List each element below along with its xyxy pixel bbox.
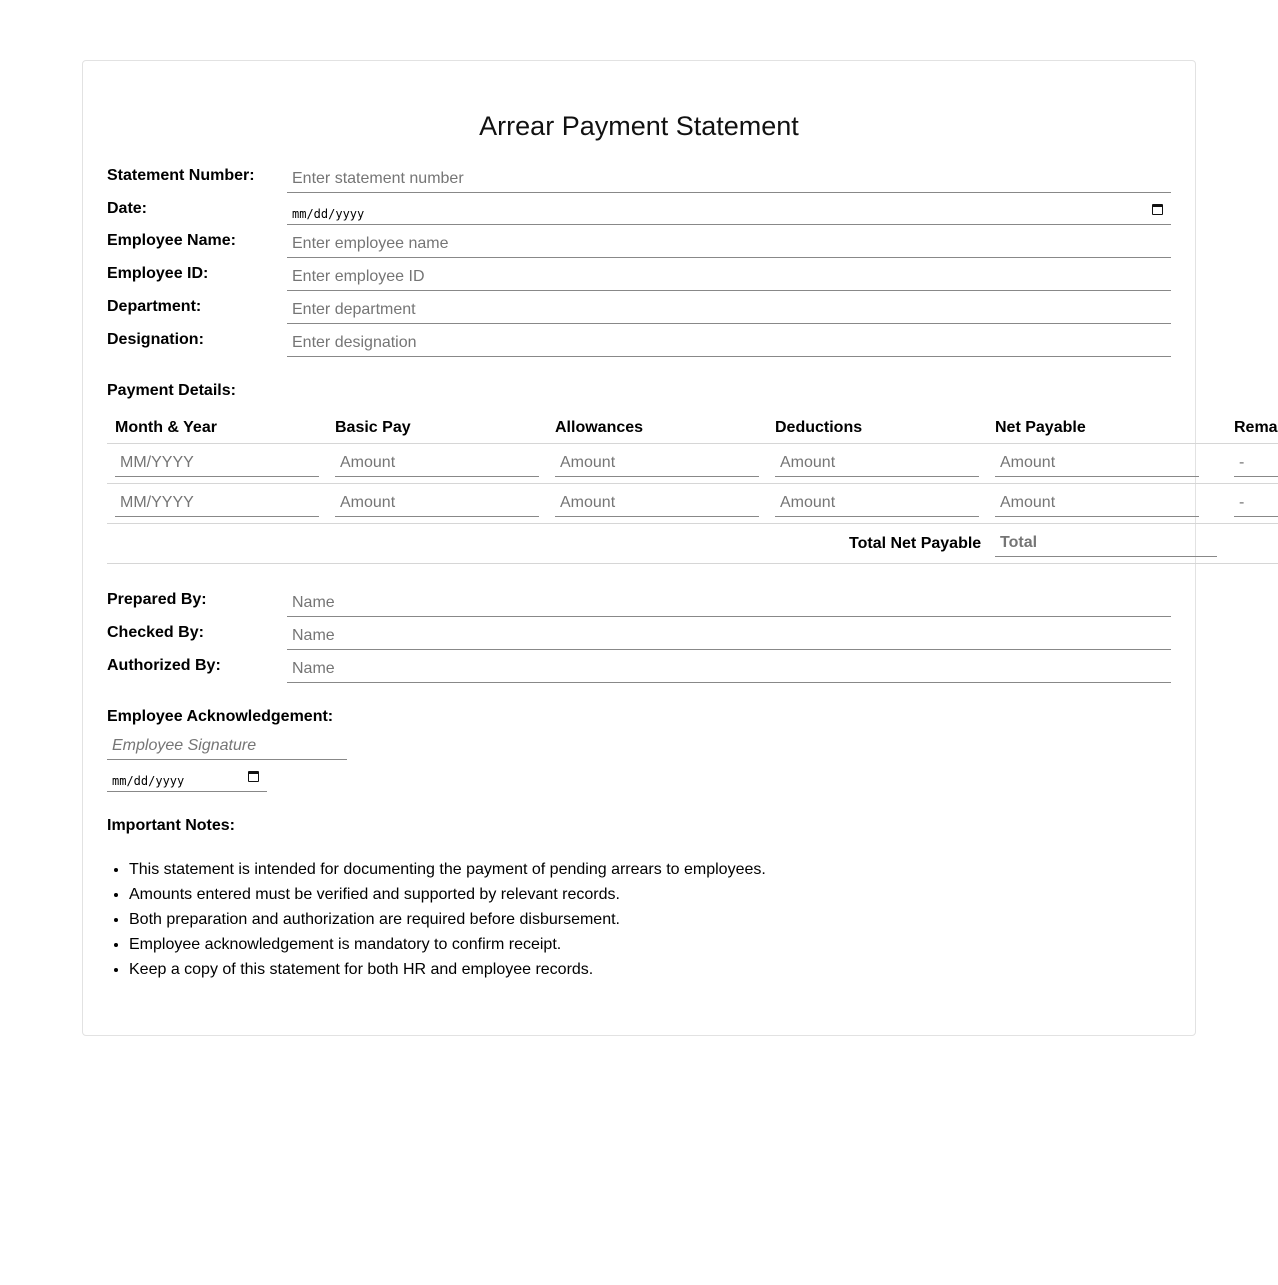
row1-remarks-input[interactable] [1234, 448, 1278, 477]
row2-allowances-input[interactable] [555, 488, 759, 517]
column-header-deductions: Deductions [775, 419, 863, 436]
list-item: • Amounts entered must be verified and supported by relevant records. [129, 882, 766, 907]
row1-deductions-input[interactable] [775, 448, 979, 477]
employee-acknowledgement-label: Employee Acknowledgement: [107, 708, 334, 725]
department-label: Department: [107, 298, 202, 315]
designation-input[interactable] [287, 328, 1171, 357]
row2-month-input[interactable] [115, 488, 319, 517]
total-net-payable-input[interactable] [995, 528, 1217, 557]
table-divider [107, 483, 1278, 484]
designation-placeholder: Enter designation [292, 334, 417, 351]
total-placeholder: Total [1000, 534, 1038, 551]
authorized-by-label: Authorized By: [107, 657, 221, 674]
acknowledgement-date-input[interactable] [107, 763, 267, 792]
payment-details-label: Payment Details: [107, 382, 236, 399]
column-header-basic-pay: Basic Pay [335, 419, 411, 436]
department-placeholder: Enter department [292, 301, 416, 318]
row1-basic-pay-input[interactable] [335, 448, 539, 477]
calendar-icon[interactable] [248, 771, 259, 782]
row1-net-payable-placeholder: Amount [1000, 454, 1056, 471]
designation-label: Designation: [107, 331, 204, 348]
row1-remarks-placeholder: - [1239, 454, 1245, 471]
list-item: • This statement is intended for documenting the payment of pending arrears to employees. [129, 857, 766, 882]
row2-net-payable-placeholder: Amount [1000, 494, 1056, 511]
employee-name-placeholder: Enter employee name [292, 235, 449, 252]
column-header-allowances: Allowances [555, 419, 644, 436]
checked-by-placeholder: Name [292, 627, 335, 644]
list-item: • Employee acknowledgement is mandatory to confirm receipt. [129, 932, 766, 957]
row2-month-placeholder: MM/YYYY [120, 494, 194, 511]
prepared-by-input[interactable] [287, 588, 1171, 617]
date-label: Date: [107, 200, 148, 217]
row2-remarks-placeholder: - [1239, 494, 1245, 511]
employee-id-label: Employee ID: [107, 265, 209, 282]
prepared-by-placeholder: Name [292, 594, 335, 611]
column-header-net-payable: Net Payable [995, 419, 1086, 436]
list-item: • Keep a copy of this statement for both HR and employee records. [129, 957, 766, 982]
date-placeholder: mm/dd/yyyy [292, 207, 365, 221]
statement-number-label: Statement Number: [107, 167, 255, 184]
row2-allowances-placeholder: Amount [560, 494, 616, 511]
row1-allowances-placeholder: Amount [560, 454, 616, 471]
row2-basic-pay-placeholder: Amount [340, 494, 396, 511]
list-item: • Both preparation and authorization are required before disbursement. [129, 907, 766, 932]
table-divider [107, 523, 1278, 524]
row2-deductions-input[interactable] [775, 488, 979, 517]
table-divider [107, 563, 1278, 564]
statement-number-input[interactable] [287, 164, 1171, 193]
employee-name-input[interactable] [287, 229, 1171, 258]
date-input[interactable] [287, 196, 1171, 225]
authorized-by-input[interactable] [287, 654, 1171, 683]
statement-number-placeholder: Enter statement number [292, 170, 464, 187]
page-title: Arrear Payment Statement [479, 111, 799, 141]
row2-net-payable-input[interactable] [995, 488, 1199, 517]
employee-signature-input[interactable] [107, 731, 347, 760]
calendar-icon[interactable] [1152, 204, 1163, 215]
row2-deductions-placeholder: Amount [780, 494, 836, 511]
acknowledgement-date-placeholder: mm/dd/yyyy [112, 774, 185, 788]
checked-by-label: Checked By: [107, 624, 204, 641]
employee-name-label: Employee Name: [107, 232, 236, 249]
department-input[interactable] [287, 295, 1171, 324]
authorized-by-placeholder: Name [292, 660, 335, 677]
employee-id-placeholder: Enter employee ID [292, 268, 425, 285]
row1-month-input[interactable] [115, 448, 319, 477]
row2-remarks-input[interactable] [1234, 488, 1278, 517]
row1-net-payable-input[interactable] [995, 448, 1199, 477]
checked-by-input[interactable] [287, 621, 1171, 650]
prepared-by-label: Prepared By: [107, 591, 207, 608]
row1-deductions-placeholder: Amount [780, 454, 836, 471]
row1-allowances-input[interactable] [555, 448, 759, 477]
row1-month-placeholder: MM/YYYY [120, 454, 194, 471]
important-notes-label: Important Notes: [107, 817, 235, 834]
notes-list [107, 857, 766, 982]
column-header-month-year: Month & Year [115, 419, 217, 436]
employee-signature-placeholder: Employee Signature [112, 737, 257, 754]
table-divider [107, 443, 1278, 444]
employee-id-input[interactable] [287, 262, 1171, 291]
column-header-remarks: Rema [1234, 419, 1278, 436]
row2-basic-pay-input[interactable] [335, 488, 539, 517]
total-net-payable-label: Total Net Payable [849, 535, 982, 552]
row1-basic-pay-placeholder: Amount [340, 454, 396, 471]
